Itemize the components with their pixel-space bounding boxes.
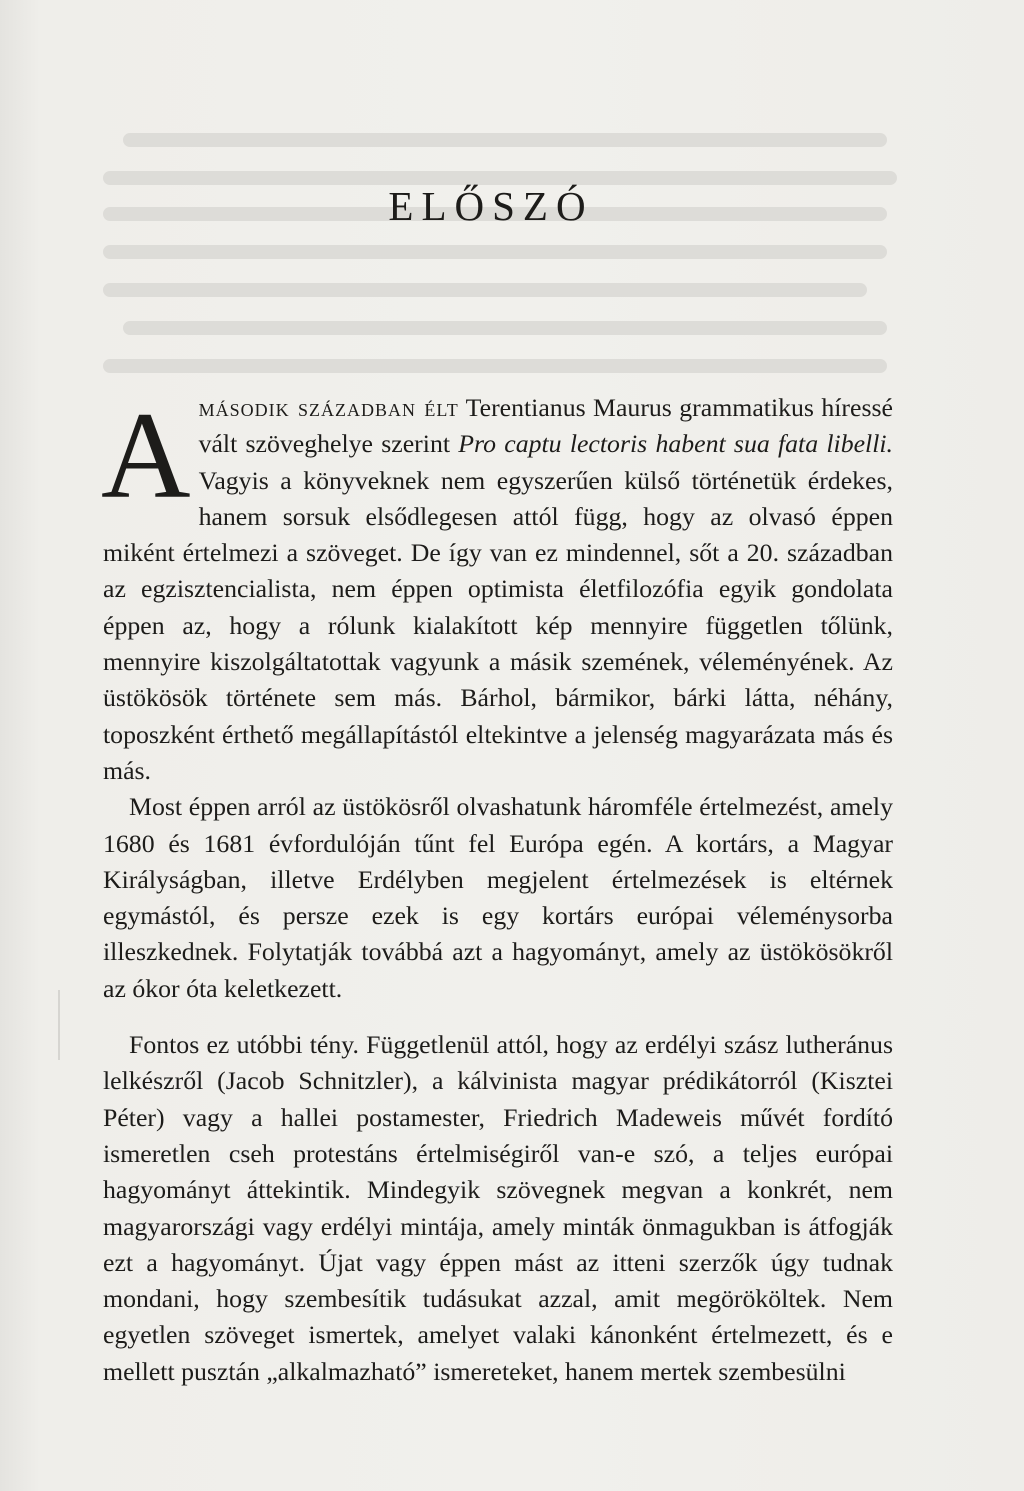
lead-smallcaps: második században élt	[198, 393, 459, 422]
latin-quote: Pro captu lectoris habent sua fata libelli.	[458, 429, 894, 459]
page-title: ELŐSZÓ	[388, 183, 594, 229]
body-text	[101, 387, 894, 1390]
paragraph-2: Most éppen arról az üstökösről olvashatunk háromféle értelmezést, amely 1680 és 1681 évfordulóján tűnt fel Európa egén. A kortárs, a Magyar Királyságban, illetve Erdélyben megjelent értelmezések is eltérnek egymástól, és persze ezek is egy kortárs európai véleménysorba illeszkednek. Folytatják továbbá azt a hagyományt, amely az üstökösökről az ókor óta keletkezett.	[103, 792, 893, 1003]
paragraph-3: Fontos ez utóbbi tény. Függetlenül attól, hogy az erdélyi szász lutheránus lelkészről (Jacob Schnitzler), a kálvinista magyar prédikátorról (Kisztei Péter) vagy a hallei postamester, Friedrich Madeweis művét fordító ismeretlen cseh protestáns értelmiségiről van-e szó, a teljes európai hagyományt áttekintik. Mindegyik szövegnek megvan a konkrét, nem magyarországi vagy erdélyi mintája, amely minták önmagukban is átfogják ezt a hagyományt. Újat vagy éppen mást az itteni szerzők úgy tudnak mondani, hogy szembesítik tudásukat azzal, amit megörököltek. Nem egyetlen szöveget ismertek, amelyet valaki kánonként értelmezett, és e mellett pusztán „alkalmazható” ismereteket, hanem mertek szembesülni	[103, 1030, 893, 1386]
margin-mark	[58, 990, 60, 1060]
intro-text-2: Vagyis a könyveknek nem egyszerűen külső történetük érdekes, hanem sorsuk elsődlegesen attól függ, hogy az olvasó éppen miként értelmezi a szöveget. De így van ez mindennel, sőt a 20. században az egzisztencialista, nem éppen optimista életfilozófia egyik gondolata éppen az, hogy a rólunk kialakított kép mennyire független tőlünk, mennyire kiszolgáltatottak vagyunk a másik szemének, véleményének. Az üstökösök története sem más. Bárhol, bármikor, bárki látta, néhány, toposzként érthető megállapítástól eltekintve a jelenség magyarázata más és más.	[103, 465, 893, 785]
drop-cap: A	[101, 387, 191, 524]
intro-paragraph	[101, 387, 894, 789]
intro-text-1: Terentianus Maurus grammatikus híressé vált szöveghelye szerint	[198, 393, 893, 459]
